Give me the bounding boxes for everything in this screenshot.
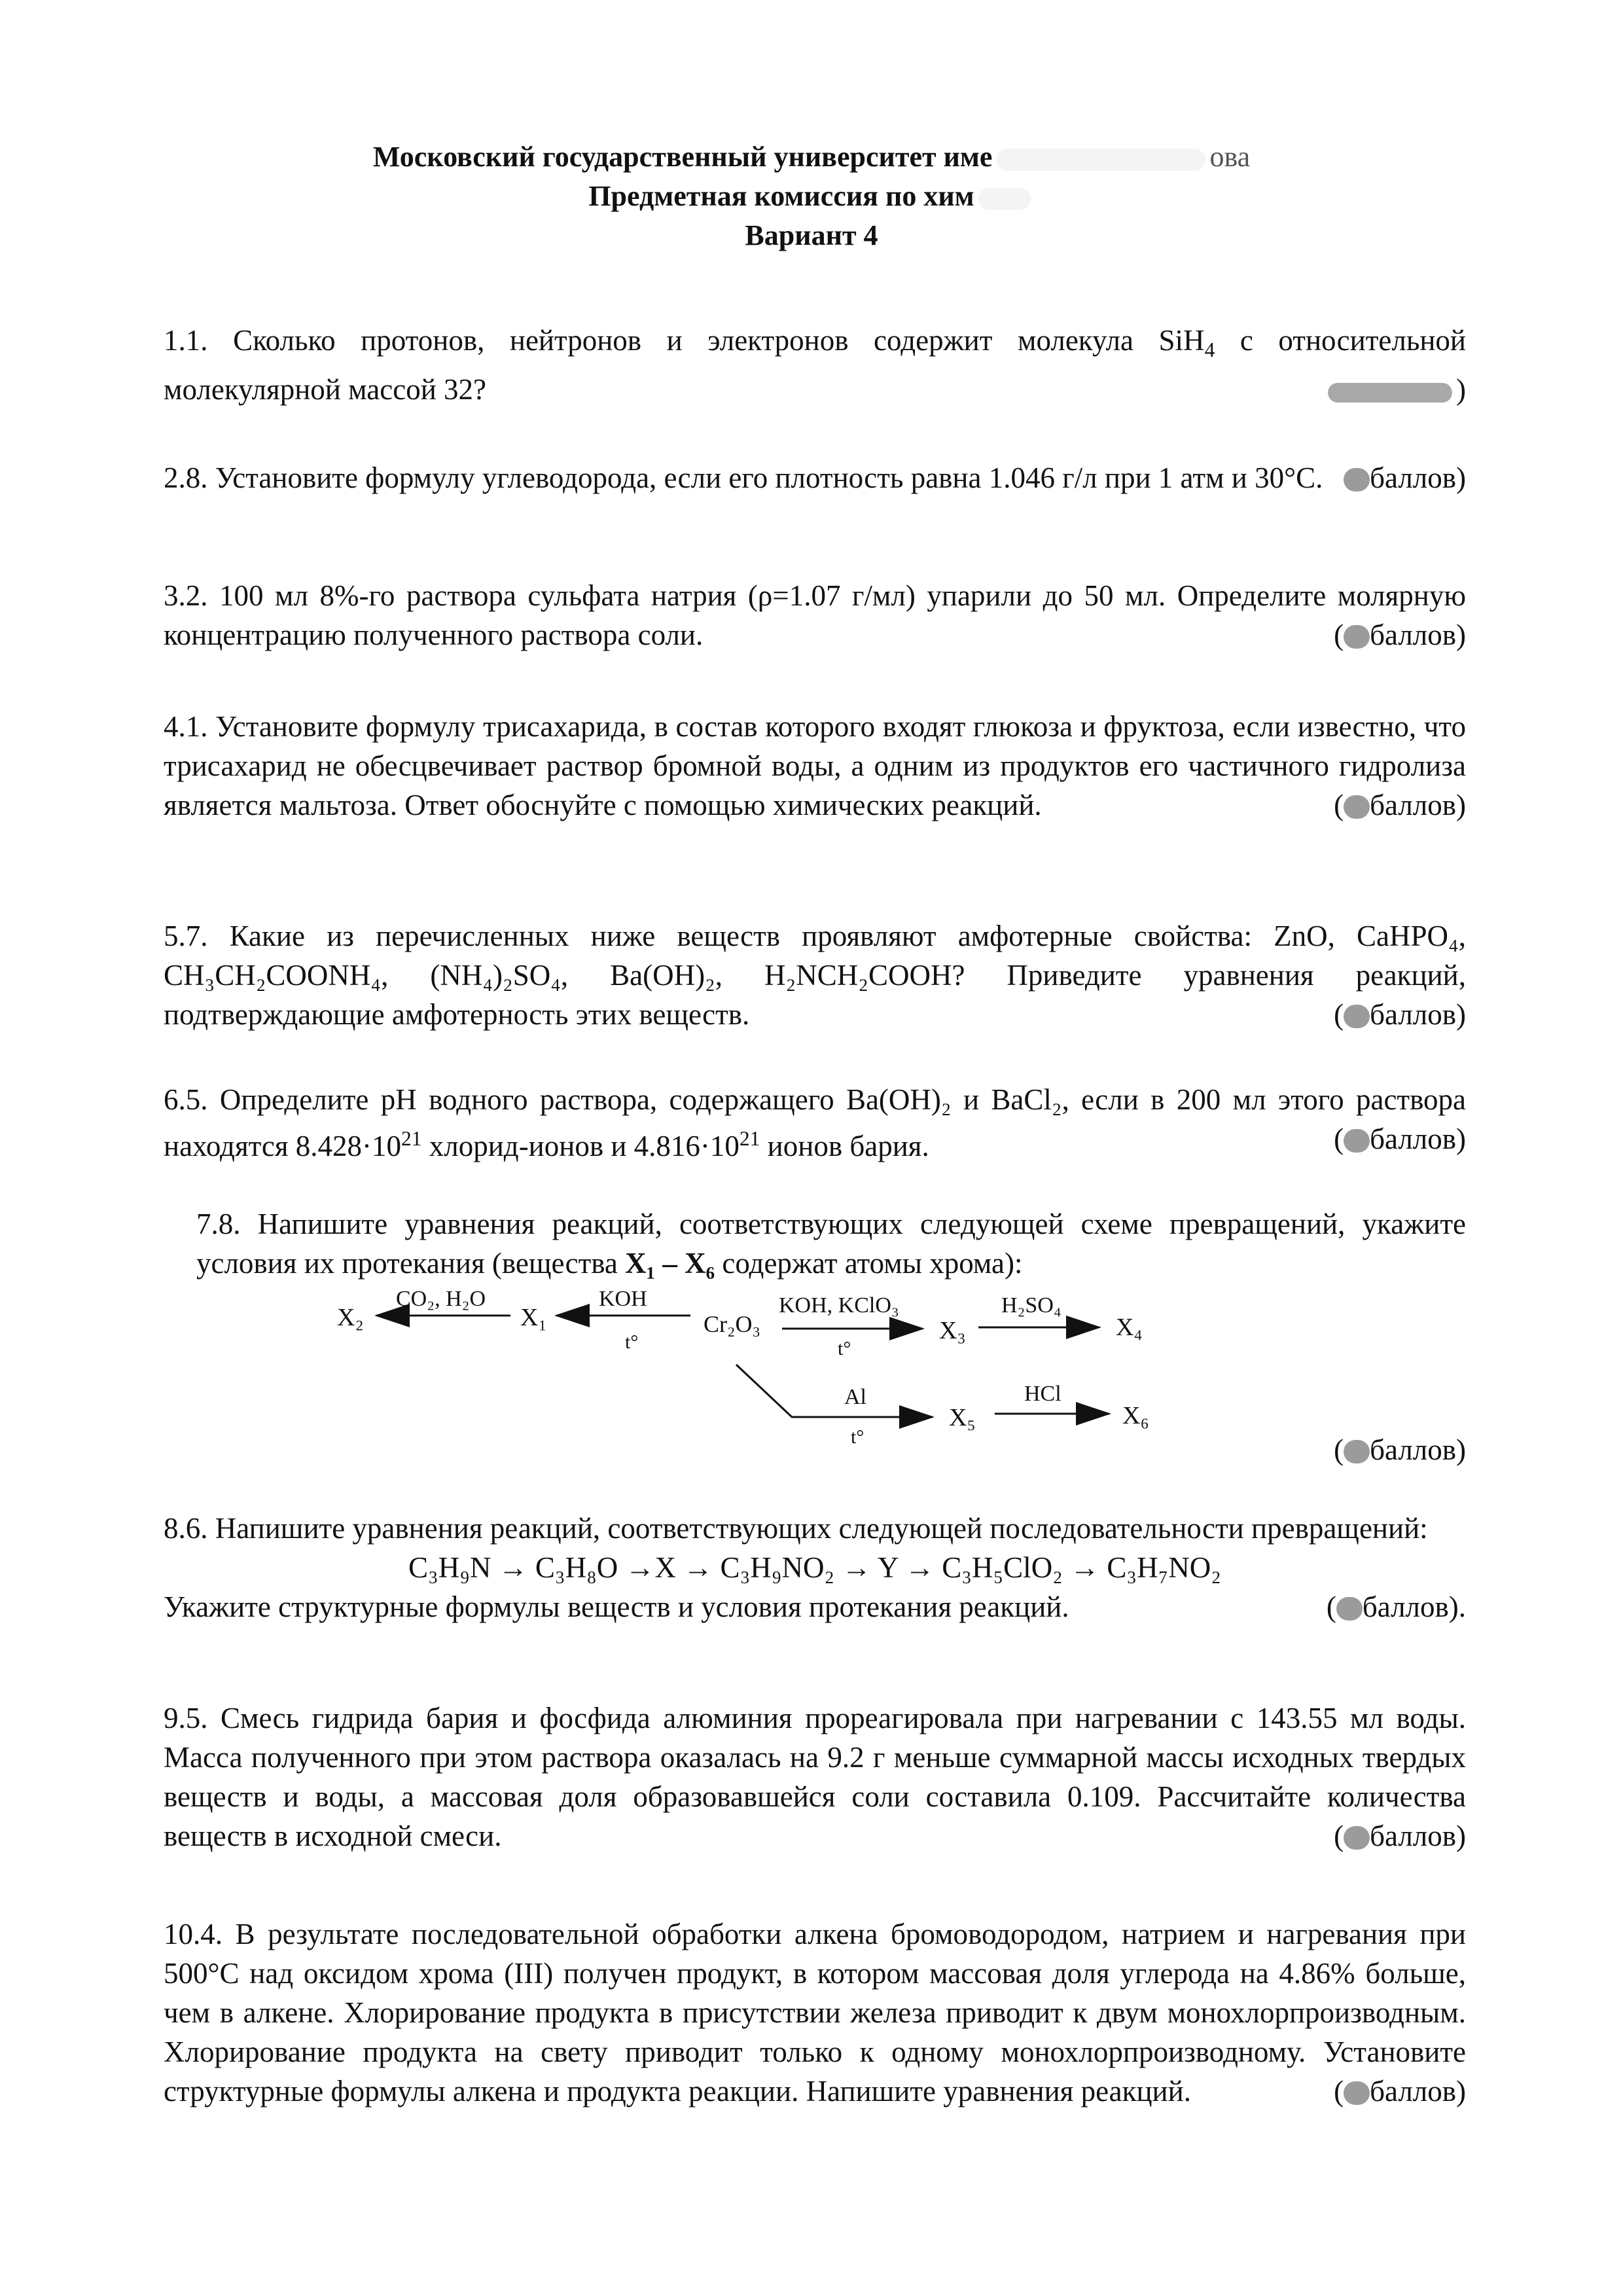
question-number: 7.8.	[196, 1208, 241, 1240]
question-number: 5.7.	[164, 920, 208, 952]
points-open: (	[1334, 1433, 1344, 1466]
points-text: баллов)	[1370, 1820, 1466, 1852]
points-label	[1334, 1119, 1466, 1158]
scheme-condition: t°	[625, 1331, 639, 1353]
scheme-x2: X₂	[337, 1304, 364, 1331]
university-title-text: Московский государственный университет име	[372, 141, 993, 173]
points-text: баллов)	[1370, 619, 1466, 651]
redaction-mark	[1344, 1826, 1370, 1850]
commission-title	[0, 177, 1623, 216]
question-text: Смесь гидрида бария и фосфида алюминия прореагировала при нагревании с 143.55 мл воды. Масса полученного при этом раствора оказалась на 9.2 г меньше суммарной массы исходных твердых веществ и воды, а массовая доля образовавшейся соли составила 0.109. Рассчитайте количества веществ в исходной смеси.	[164, 1702, 1466, 1852]
commission-title-text: Предметная комиссия по хим	[588, 180, 974, 212]
question-text-part: Напишите уравнения реакций, соответствующих следующей схеме превращений, укажите условия их протекания (вещества	[196, 1208, 1466, 1280]
question-text-part: хлорид-ионов и 4.816·10	[421, 1130, 740, 1162]
question-text	[196, 1208, 1466, 1280]
redaction-mark	[978, 188, 1031, 210]
variant-title: Вариант 4	[745, 219, 878, 251]
question-7-points	[164, 1430, 1466, 1469]
points-text: баллов)	[1370, 998, 1466, 1031]
points-label	[1327, 1587, 1466, 1626]
points-text: баллов)	[1370, 789, 1466, 821]
points-text: баллов)	[1370, 1433, 1466, 1466]
scheme-x1: X₁	[520, 1304, 547, 1331]
question-9	[164, 1698, 1466, 1856]
question-10	[164, 1914, 1466, 2111]
university-title	[0, 137, 1623, 177]
subscript: 4	[1204, 338, 1215, 361]
transformation-chain: C₃H₉N → C₃H₈O →X → C₃H₉NO₂ → Y → C₃H₅ClO₂ → C₃H₇NO₂	[408, 1551, 1221, 1584]
points-close: )	[1456, 373, 1466, 406]
redaction-mark	[1344, 795, 1370, 819]
question-2	[164, 458, 1466, 497]
question-text-part: с относительной молекулярной массой 32?	[164, 324, 1467, 406]
question-text: В результате последовательной обработки алкена бромоводородом, натрием и нагревания при 500°С над оксидом хрома (III) получен продукт, в котором массовая доля углерода на 4.86% больше, чем в алкене. Хлорирование продукта в присутствии железа приводит к двум монохлорпроизводным. Хлорирование продукта на свету приводит только к одному монохлорпроизводному. Установите структурные формулы алкена и продукта реакции. Напишите уравнения реакций.	[164, 1918, 1466, 2108]
question-text-part: Сколько протонов, нейтронов и электронов содержит молекула SiH	[233, 324, 1205, 357]
question-5	[164, 916, 1466, 1034]
redaction-mark	[1344, 468, 1370, 492]
question-text-2: Укажите структурные формулы веществ и условия протекания реакций.	[164, 1590, 1069, 1623]
university-title-tail: ова	[1209, 141, 1251, 173]
question-number: 8.6.	[164, 1512, 208, 1545]
question-text-part: ионов бария.	[760, 1130, 929, 1162]
points-label	[1334, 785, 1466, 825]
question-text: Установите формулу углеводорода, если его плотность равна 1.046 г/л при 1 атм и 30°С.	[215, 461, 1323, 494]
question-3	[164, 576, 1466, 655]
points-text: баллов).	[1362, 1590, 1466, 1623]
question-text	[164, 324, 1466, 406]
scheme-x6: X₆	[1122, 1402, 1149, 1429]
question-text-bold: X₁ – X₆	[625, 1247, 715, 1280]
question-4	[164, 707, 1466, 825]
points-label	[1324, 370, 1466, 409]
question-text-part: содержат атомы хрома):	[715, 1247, 1023, 1280]
scheme-reagent: KOH	[599, 1287, 647, 1311]
question-text: 100 мл 8%-го раствора сульфата натрия (ρ=1.07 г/мл) упарили до 50 мл. Определите молярную концентрацию полученного раствора соли.	[164, 579, 1466, 651]
points-open: (	[1334, 998, 1344, 1031]
points-open: (	[1326, 1590, 1336, 1623]
points-text: баллов)	[1370, 461, 1466, 494]
points-open: (	[1334, 1820, 1344, 1852]
scheme-x5: X₅	[949, 1404, 976, 1431]
points-label	[1334, 1816, 1466, 1856]
redaction-mark	[1344, 1005, 1370, 1028]
scheme-x3: X₃	[939, 1317, 966, 1344]
question-number: 9.5.	[164, 1702, 208, 1734]
points-open: (	[1334, 619, 1344, 651]
scheme-cr2o3: Cr₂O₃	[704, 1311, 761, 1337]
scheme-arrow-diagonal	[736, 1365, 933, 1417]
scheme-condition: t°	[838, 1338, 851, 1359]
scheme-reagent: KOH, KClO₃	[779, 1293, 899, 1318]
scheme-condition: t°	[851, 1426, 865, 1448]
question-text: Установите формулу трисахарида, в состав которого входят глюкоза и фруктоза, если известно, что трисахарид не обесцвечивает раствор бромной воды, а одним из продуктов его частичного гидролиза является мальтоза. Ответ обоснуйте с помощью химических реакций.	[164, 710, 1467, 821]
points-open: (	[1334, 789, 1344, 821]
question-number: 6.5.	[164, 1083, 208, 1116]
scheme-reagent: CO₂, H₂O	[396, 1287, 486, 1311]
redaction-mark	[1328, 383, 1452, 403]
points-open: (	[1334, 1122, 1344, 1155]
question-number: 10.4.	[164, 1918, 223, 1950]
question-number: 3.2.	[164, 579, 208, 612]
points-label	[1334, 1430, 1466, 1469]
superscript: 21	[401, 1127, 422, 1150]
question-8	[164, 1509, 1466, 1626]
points-label	[1334, 2072, 1466, 2111]
points-open: (	[1334, 2075, 1344, 2108]
redaction-mark	[1344, 625, 1370, 649]
question-number: 4.1.	[164, 710, 208, 743]
points-text: баллов)	[1370, 2075, 1466, 2108]
question-number: 1.1.	[164, 324, 208, 357]
question-6	[164, 1080, 1466, 1166]
question-text: Какие из перечисленных ниже веществ проявляют амфотерные свойства: ZnO, CaHPO₄, CH₃CH₂COONH₄, (NH₄)₂SO₄, Ba(OH)₂, H₂NCH₂COOH? Приведите уравнения реакций, подтверждающие амфотерность этих веществ.	[164, 920, 1466, 1031]
scheme-reagent: HCl	[1024, 1382, 1061, 1406]
points-label	[1334, 995, 1466, 1034]
document-header	[0, 137, 1623, 255]
redaction-mark	[996, 149, 1205, 171]
scheme-reagent: Al	[844, 1385, 866, 1409]
scheme-x4: X₄	[1116, 1314, 1143, 1341]
points-label	[1344, 458, 1466, 497]
question-number: 2.8.	[164, 461, 208, 494]
question-text: Напишите уравнения реакций, соответствующих следующей последовательности превращений:	[215, 1512, 1428, 1545]
redaction-mark	[1344, 2081, 1370, 2105]
question-1	[164, 321, 1466, 409]
question-7	[196, 1204, 1466, 1283]
points-text: баллов)	[1370, 1122, 1466, 1155]
question-text	[164, 1083, 1466, 1162]
superscript: 21	[739, 1127, 760, 1150]
question-text-part: Определите pH водного раствора, содержащего Ba(OH)₂ и BaCl₂, если в 200 мл этого раствора находятся 8.428·10	[164, 1083, 1466, 1162]
points-label	[1334, 615, 1466, 655]
redaction-mark	[1336, 1597, 1363, 1621]
redaction-mark	[1344, 1129, 1370, 1153]
redaction-mark	[1344, 1440, 1370, 1463]
scheme-reagent: H₂SO₄	[1001, 1293, 1061, 1318]
